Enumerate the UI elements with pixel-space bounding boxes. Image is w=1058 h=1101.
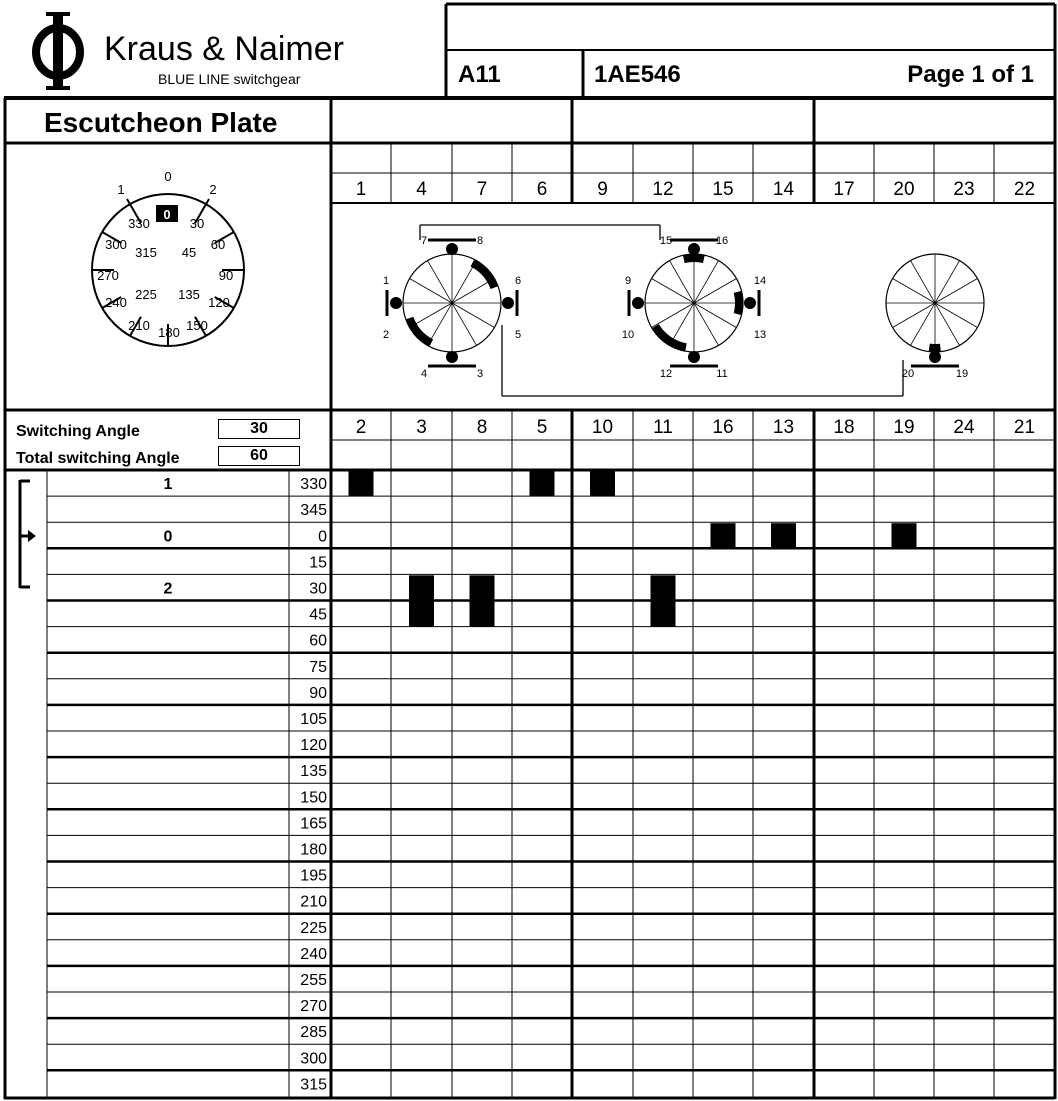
dial-angle-label: 300 (105, 237, 127, 252)
angle-label: 210 (300, 893, 327, 911)
contact-terminal-label: 16 (715, 235, 729, 247)
position-label: 0 (163, 528, 173, 546)
terminal-bottom-label: 5 (536, 417, 548, 438)
angle-label: 330 (300, 476, 327, 494)
position-label: 2 (163, 580, 173, 598)
terminal-bottom-label: 24 (953, 417, 975, 438)
terminal-bottom-label: 16 (712, 417, 734, 438)
contact-terminal-label: 7 (420, 235, 428, 247)
terminal-bottom-label: 3 (416, 417, 427, 438)
contact-terminal-label: 20 (901, 368, 915, 380)
contact-terminal-label: 15 (659, 235, 673, 247)
angle-label: 90 (309, 684, 327, 702)
angle-label: 150 (300, 789, 327, 807)
terminal-bottom-label: 2 (355, 417, 367, 438)
dial-angle-label: 315 (135, 245, 157, 260)
angle-label: 285 (300, 1024, 327, 1042)
terminal-top-label: 15 (712, 179, 734, 200)
dial-position-label: 1 (117, 182, 125, 197)
contact-terminal-label: 13 (753, 329, 767, 341)
angle-label: 300 (300, 1050, 327, 1068)
contact-terminal-label: 5 (514, 329, 522, 341)
dial-angle-label: 210 (128, 318, 150, 333)
terminal-bottom-label: 11 (653, 417, 673, 438)
closed-contact-mark (530, 471, 555, 496)
angle-label: 195 (300, 867, 327, 885)
contact-terminal-label: 4 (420, 368, 428, 380)
contact-terminal-label: 14 (753, 275, 767, 287)
angle-label: 180 (300, 841, 327, 859)
terminal-bottom-label: 21 (1013, 417, 1036, 438)
selected-position-label: 0 (163, 207, 171, 222)
terminal-top-label: 20 (893, 179, 915, 200)
angle-label: 315 (300, 1076, 327, 1094)
dial-angle-label: 180 (158, 325, 180, 340)
terminal-top-label: 6 (536, 179, 548, 200)
terminal-bottom-label: 8 (476, 417, 488, 438)
switching-angle-value: 30 (218, 419, 300, 439)
closed-contact-mark (771, 523, 796, 548)
terminal-top-label: 14 (772, 179, 795, 200)
contact-terminal-label: 9 (624, 275, 632, 287)
contact-terminal-label: 3 (476, 368, 484, 380)
terminal-bottom-label: 13 (772, 417, 795, 438)
angle-label: 135 (300, 763, 327, 781)
escutcheon-dial (92, 169, 244, 346)
closed-contact-mark (409, 575, 434, 625)
contact-terminal-label: 10 (621, 329, 635, 341)
dial-angle-label: 90 (218, 268, 234, 283)
angle-label: 105 (300, 710, 327, 728)
part-number: 1AE546 (594, 61, 681, 88)
closed-contact-mark (590, 471, 615, 496)
terminal-bottom-label: 10 (591, 417, 614, 438)
brand-tagline: BLUE LINE switchgear (158, 71, 301, 87)
escutcheon-title: Escutcheon Plate (44, 107, 278, 138)
terminal-top-label: 22 (1013, 179, 1036, 200)
page-number: Page 1 of 1 (907, 61, 1034, 88)
dial-angle-label: 270 (97, 268, 119, 283)
closed-contact-mark (651, 575, 676, 625)
terminal-top-label: 17 (833, 179, 855, 200)
dial-angle-label: 330 (128, 216, 150, 231)
angle-label: 30 (309, 580, 327, 598)
series-code: A11 (458, 61, 501, 88)
angle-label: 165 (300, 815, 327, 833)
contact-terminal-label: 8 (476, 235, 484, 247)
dial-angle-label: 150 (186, 318, 208, 333)
angle-label: 45 (309, 606, 327, 624)
contact-terminal-label: 2 (382, 329, 390, 341)
position-label: 1 (163, 476, 173, 494)
contact-terminal-label: 1 (382, 275, 390, 287)
terminal-top-label: 23 (953, 179, 975, 200)
contact-terminal-label: 19 (955, 368, 969, 380)
dial-position-label: 2 (209, 182, 217, 197)
terminal-bottom-label: 18 (833, 417, 855, 438)
contact-terminal-label: 11 (716, 368, 728, 380)
contact-diagram (383, 225, 984, 396)
closed-contact-mark (892, 523, 917, 548)
closed-contact-mark (470, 575, 495, 625)
terminal-top-label: 7 (476, 179, 488, 200)
dial-angle-label: 135 (178, 287, 200, 302)
contact-terminal-label: 6 (514, 275, 522, 287)
angle-label: 0 (318, 528, 327, 546)
dial-angle-label: 120 (208, 295, 230, 310)
angle-label: 240 (300, 945, 327, 963)
dial-angle-label: 30 (189, 216, 205, 231)
switching-angle-label: Switching Angle (16, 423, 140, 440)
dial-position-label: 0 (164, 169, 172, 184)
brand-name: Kraus & Naimer (104, 30, 344, 68)
closed-contact-mark (711, 523, 736, 548)
angle-label: 255 (300, 971, 327, 989)
dial-angle-label: 45 (181, 245, 197, 260)
angle-label: 60 (309, 632, 327, 650)
terminal-top-label: 9 (597, 179, 608, 200)
total-switching-angle-value: 60 (218, 446, 300, 466)
dial-angle-label: 240 (105, 295, 127, 310)
angle-label: 345 (300, 502, 327, 520)
terminal-bottom-label: 19 (893, 417, 915, 438)
dial-angle-label: 225 (135, 287, 157, 302)
terminal-top-label: 1 (355, 179, 367, 200)
closed-contact-mark (349, 471, 374, 496)
angle-label: 120 (300, 737, 327, 755)
angle-label: 75 (309, 658, 327, 676)
dial-angle-label: 60 (210, 237, 226, 252)
total-switching-angle-label: Total switching Angle (16, 450, 180, 467)
angle-label: 225 (300, 919, 327, 937)
current-position-arrow-icon (28, 530, 36, 542)
contact-terminal-label: 12 (659, 368, 673, 380)
angle-label: 15 (309, 554, 327, 572)
terminal-top-label: 4 (416, 179, 427, 200)
angle-label: 270 (300, 998, 327, 1016)
terminal-top-label: 12 (652, 179, 674, 200)
